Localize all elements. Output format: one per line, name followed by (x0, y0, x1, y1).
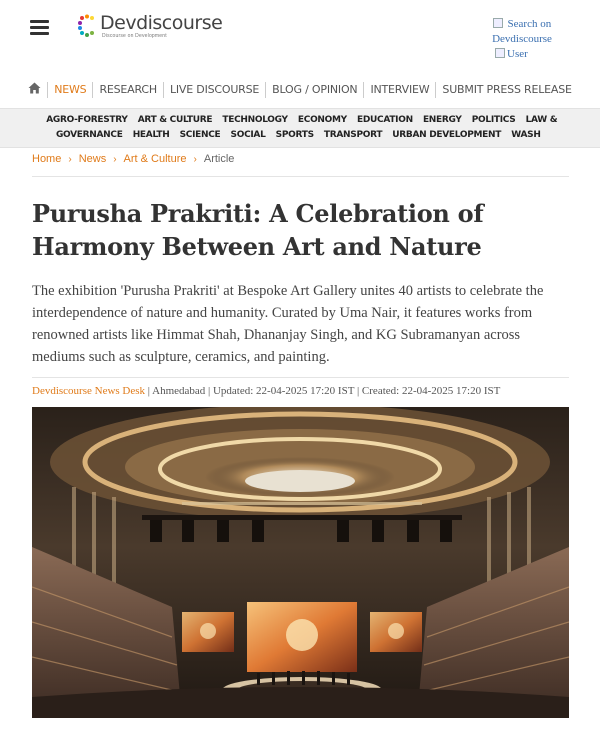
chevron-right-icon: › (68, 153, 72, 165)
article-hero-image (32, 407, 569, 718)
article-title: Purusha Prakriti: A Celebration of Harmony Between Art and Nature (32, 199, 484, 261)
home-icon[interactable] (22, 82, 47, 98)
category-bar (0, 108, 600, 148)
category-energy[interactable]: ENERGY (422, 115, 462, 125)
site-logo[interactable] (77, 12, 222, 39)
nav-blog-opinion[interactable]: BLOG / OPINION (265, 82, 363, 98)
nav-research[interactable]: RESEARCH (92, 82, 163, 98)
search-broken-image-icon (493, 18, 503, 28)
category-law-governance[interactable]: LAW & GOVERNANCE (55, 115, 558, 140)
author-link[interactable]: Devdiscourse News Desk (32, 385, 146, 397)
chevron-right-icon: › (193, 153, 197, 165)
logo-tagline: Discourse on Development (102, 33, 167, 39)
article-byline (32, 385, 500, 397)
nav-interview[interactable]: INTERVIEW (363, 82, 435, 98)
nav-submit-press-release[interactable]: SUBMIT PRESS RELEASE (435, 82, 577, 98)
search-link[interactable] (482, 17, 562, 47)
breadcrumb-news[interactable]: News (78, 153, 107, 165)
category-economy[interactable]: ECONOMY (297, 115, 347, 125)
chevron-right-icon: › (113, 153, 117, 165)
divider (32, 377, 569, 378)
article-summary: The exhibition 'Purusha Prakriti' at Bespoke Art Gallery unites 40 artists to celebrate the interdependence of nature and humanity. Curated by Uma Nair, it features works from renowned artists like Himmat Shah, Dhananjay Singh, and KG Subramanyan across mediums such as sculpture, ceramics, and painting. (32, 283, 544, 365)
header-right (482, 17, 562, 62)
category-technology[interactable]: TECHNOLOGY (222, 115, 288, 125)
category-education[interactable]: EDUCATION (357, 115, 413, 125)
category-sports[interactable]: SPORTS (275, 130, 314, 140)
search-link-label: Search on Devdiscourse (492, 18, 552, 45)
breadcrumb-home[interactable]: Home (32, 153, 62, 165)
hamburger-menu-icon[interactable] (30, 20, 49, 34)
user-link-label: User (507, 48, 528, 60)
main-nav (0, 82, 600, 98)
category-wash[interactable]: WASH (511, 130, 541, 140)
breadcrumb-current: Article (203, 153, 235, 165)
category-health[interactable]: HEALTH (132, 130, 170, 140)
article-meta: | Ahmedabad | Updated: 22-04-2025 17:20 IST | Created: 22-04-2025 17:20 IST (147, 385, 501, 397)
category-art-culture[interactable]: ART & CULTURE (137, 115, 213, 125)
breadcrumb-section[interactable]: Art & Culture (123, 153, 187, 165)
breadcrumb (32, 153, 234, 165)
category-social[interactable]: SOCIAL (230, 130, 266, 140)
user-broken-image-icon (495, 48, 505, 58)
divider (32, 176, 569, 177)
logo-name: Devdiscourse (100, 12, 223, 34)
nav-live-discourse[interactable]: LIVE DISCOURSE (163, 82, 265, 98)
category-transport[interactable]: TRANSPORT (323, 130, 383, 140)
category-urban-development[interactable]: URBAN DEVELOPMENT (392, 130, 502, 140)
category-politics[interactable]: POLITICS (471, 115, 516, 125)
category-agro-forestry[interactable]: AGRO-FORESTRY (46, 115, 128, 125)
category-science[interactable]: SCIENCE (179, 130, 221, 140)
user-link[interactable] (482, 47, 562, 62)
logo-mark-icon (77, 14, 99, 38)
nav-news[interactable]: NEWS (47, 82, 92, 98)
